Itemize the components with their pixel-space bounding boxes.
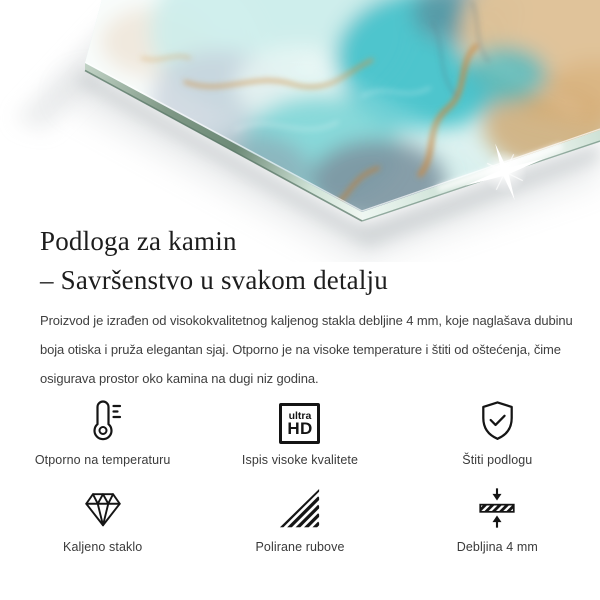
description-line: osigurava prostor oko kamina na dugi niz godina. [40, 371, 319, 386]
feature-label: Štiti podlogu [462, 453, 533, 467]
page-title-line2: – Savršenstvo u svakom detalju [40, 265, 388, 295]
feature-label: Kaljeno staklo [63, 540, 143, 554]
description-line: boja otiska i pruža elegantan sjaj. Otporno je na visoke temperature i štiti od oštećenja, čime [40, 342, 561, 357]
ultra-hd-text-bottom: HD [287, 418, 313, 438]
ultra-hd-badge [279, 403, 320, 444]
ultra-hd-text-top: ultra [288, 409, 312, 422]
feature-label: Otporno na temperaturu [34, 453, 171, 467]
feature-print-quality [201, 394, 398, 467]
feature-thickness [399, 481, 596, 554]
diamond-icon [80, 481, 126, 531]
feature-tempered-glass [4, 481, 201, 554]
page-title-line1: Podloga za kamin [40, 226, 237, 256]
thickness-icon [474, 481, 520, 531]
features-grid [0, 394, 600, 554]
feature-label: Polirane rubove [255, 540, 345, 554]
feature-polished-edges [201, 481, 398, 554]
description-line: Proizvod je izrađen od visokokvalitetnog kaljenog stakla debljine 4 mm, koje naglašava dubinu [40, 313, 573, 328]
shield-check-icon [474, 394, 521, 444]
feature-temperature [4, 394, 201, 467]
feature-label: Debljina 4 mm [456, 540, 538, 554]
page-title [40, 222, 388, 300]
ultra-hd-icon [279, 394, 320, 444]
thermometer-icon [79, 394, 127, 444]
product-description [40, 306, 585, 393]
feature-protection [399, 394, 596, 467]
feature-label: Ispis visoke kvalitete [241, 453, 359, 467]
polished-edges-icon [278, 481, 322, 531]
